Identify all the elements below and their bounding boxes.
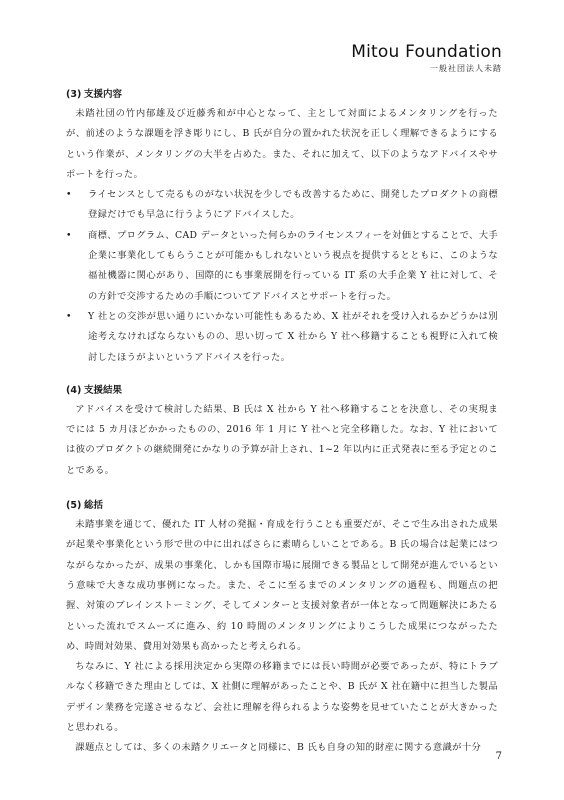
section-title: 支援内容 [84,89,123,100]
section-heading [66,382,498,400]
paragraph: 未踏事業を通じて、優れた IT 人材の発掘・育成を行うことも重要だが、そこで生み出された成果が起業や事業化という形で世の中に出ればさらに素晴らしいことである。B 氏の場合は起業にはつながらなかったが、成果の事業化、しかも国際市場に展開できる製品として開発が進んでいるという意味で大きな成功事例になった。また、そこに至るまでのメンタリングの過程も、問題点の把握、対策のブレインストーミング、そしてメンターと支援対象者が一体となって問題解決にあたるといった流れでスムーズに進み、約 10 時間のメンタリングによりこうした成果につながったため、時間対効果、費用対効果も高かったと考えられる。 [66,519,498,652]
page-number: 7 [495,751,502,762]
paragraph: 未踏社団の竹内郁雄及び近藤秀和が中心となって、主として対面によるメンタリングを行ったが、前述のような課題を浮き彫りにし、B 氏が自分の置かれた状況を正しく理解できるようにするという作業が、メンタリングの大半を占めた。また、それに加えて、以下のようなアドバイスやサポートを行った。 [66,108,498,180]
paragraph: アドバイスを受けて検討した結果、B 氏は X 社から Y 社へ移籍することを決意し、その実現までには 5 カ月ほどかかったものの、2016 年 1 月に Y 社へと完全移籍した。なお、Y 社においては彼のプロダクトの継続開発にかなりの予算が計上され、1~2 年以内に正式発表に至る予定とのことである。 [66,403,498,476]
section-title: 支援結果 [84,384,123,396]
section-number: (5) [66,500,82,512]
section-title: 総括 [84,500,104,512]
section-number: (3) [66,89,82,100]
paragraph: 課題点としては、多くの未踏クリエータと同様に、B 氏も自身の知的財産に関する意識が十分 [75,742,482,754]
logo-sub-text: 一般社団法人未踏 [430,64,502,73]
section-number: (4) [66,384,82,396]
section-heading [66,497,498,515]
section-heading [66,86,498,104]
paragraph: ちなみに、Y 社による採用決定から実際の移籍までには長い時間が必要であったが、特にトラブルなく移籍できた理由としては、X 社側に理解があったことや、B 氏が X 社在籍中に担当した製品デザイン業務を完遂させるなど、会社に理解を得られるような姿勢を見せていたことが大きかったと思われる。 [66,661,498,734]
list-item: • 商標、プログラム、CAD データといった何らかのライセンスフィーを対価とすることで、大手企業に事業化してもらうことが可能かもしれないという視点を提供するとともに、このような福祉機器に関心があり、国際的にも事業展開を行っている IT 系の大手企業 Y 社に対して、その方針で交渉するための手順についてアドバイスとサポートを行った。 [66,226,498,307]
logo-main-text: Mitou Foundation [351,42,502,62]
bullet-list [66,185,498,368]
foundation-logo [351,42,502,74]
section-support-result [66,382,498,481]
document-body [66,86,498,759]
list-item: • Y 社との交渉が思い通りにいかない可能性もあるため、X 社がそれを受け入れるかどうかは別途考えなければならないものの、思い切って X 社から Y 社へ移籍することも視野に入れて検討したほうがよいというアドバイスを行った。 [66,307,498,368]
list-item: • ライセンスとして売るものがない状況を少しでも改善するために、開発したプロダクトの商標登録だけでも早急に行うようにアドバイスした。 [66,185,498,226]
section-summary [66,497,498,759]
section-support-content [66,86,498,368]
